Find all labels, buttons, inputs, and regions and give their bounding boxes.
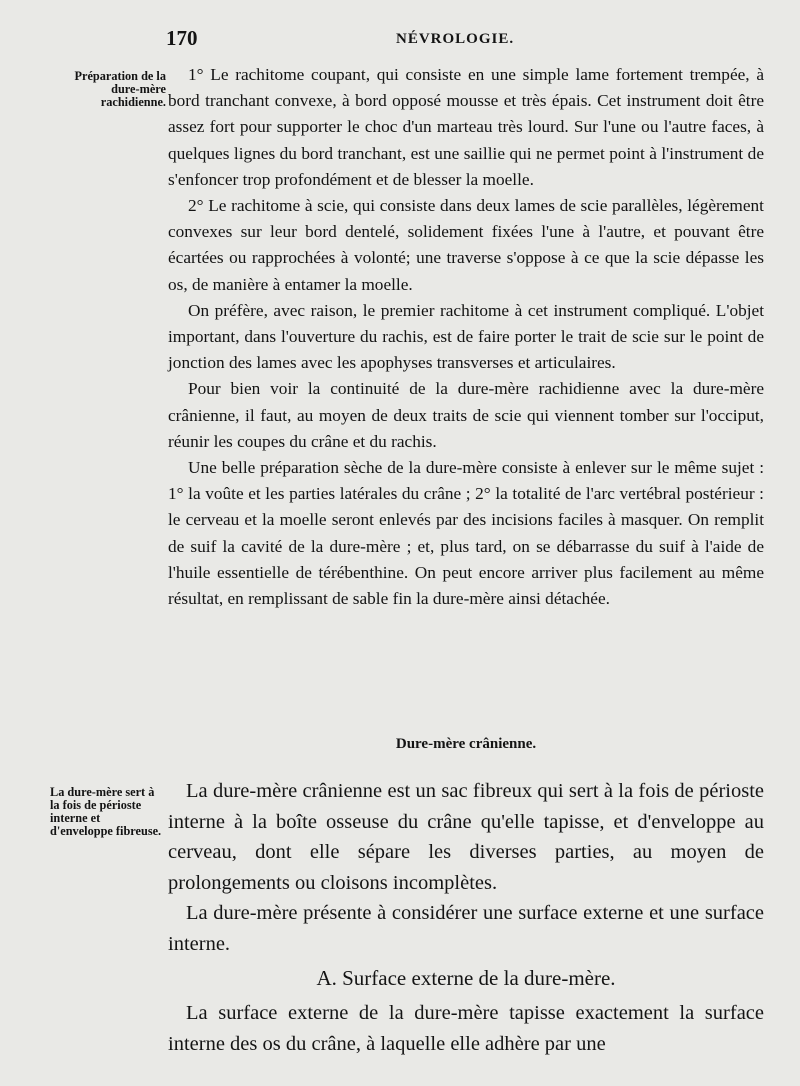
page-header — [0, 24, 800, 60]
section-surface-externe — [168, 998, 764, 1059]
paragraph: Une belle préparation sèche de la dure-mère consiste à enlever sur le même sujet : 1° la voûte et les parties latérales du crâne ; 2° la totalité de l'arc vertébral postérieur : le cerveau et la moelle seront enlevés par des incisions faciles à masquer. On remplit de suif la cavité de la dure-mère ; et, plus tard, on se débarrasse du suif à l'aide de l'huile essentielle de térébenthine. On peut encore arriver plus facilement au même résultat, en remplissant de sable fin la dure-mère ainsi détachée. — [168, 458, 764, 609]
paragraph: La dure-mère crânienne est un sac fibreux qui sert à la fois de périoste interne à la boîte osseuse du crâne qu'elle tapisse, et d'enveloppe au cerveau, dont elle sépare les diverses parties, au moyen de prolongements ou cloisons incomplètes. — [168, 780, 764, 894]
paragraph: La surface externe de la dure-mère tapisse exactement la surface interne des os du crâne, à laquelle elle adhère par une — [168, 1002, 764, 1055]
paragraph: 2° Le rachitome à scie, qui consiste dans deux lames de scie parallèles, légèrement convexes sur leur bord dentelé, solidement fixées l'une à l'autre, et pouvant être écartées ou rapprochées à volonté; une traverse s'oppose à ce que la scie dépasse les os, de manière à entamer la moelle. — [168, 196, 764, 294]
page-number: 170 — [166, 26, 198, 50]
margin-note-preparation: Préparation de la dure-mère rachidienne. — [74, 69, 166, 109]
paragraph: La dure-mère présente à considérer une surface externe et une surface interne. — [168, 902, 764, 955]
section-dure-mere-cranienne — [168, 776, 764, 959]
paragraph: Pour bien voir la continuité de la dure-mère rachidienne avec la dure-mère crânienne, il faut, au moyen de deux traits de scie qui viennent tomber sur l'occiput, réunir les coupes du crâne et du rachis. — [168, 379, 764, 451]
section-rachitome — [168, 62, 764, 612]
paragraph: 1° Le rachitome coupant, qui consiste en une simple lame fortement trempée, à bord tranchant convexe, à bord opposé mousse et très épais. Cet instrument doit être assez fort pour supporter le choc d'un marteau très lourd. Sur l'une ou l'autre faces, à quelques lignes du bord tranchant, est une saillie qui ne permet point à l'instrument de s'enfoncer trop profondément et de blesser la moelle. — [168, 65, 764, 189]
section-heading-surface-externe: A. Surface externe de la dure-mère. — [316, 966, 616, 990]
margin-note-dure-mere: La dure-mère sert à la fois de périoste interne et d'enveloppe fibreuse. — [50, 785, 162, 838]
paragraph: On préfère, avec raison, le premier rachitome à cet instrument compliqué. L'objet important, dans l'ouverture du rachis, est de faire porter le trait de scie sur le point de jonction des lames avec les apophyses transverses et articulaires. — [168, 300, 764, 373]
section-heading-dure-mere-cranienne: Dure-mère crânienne. — [395, 736, 537, 752]
running-title: NÉVROLOGIE. — [396, 31, 515, 47]
